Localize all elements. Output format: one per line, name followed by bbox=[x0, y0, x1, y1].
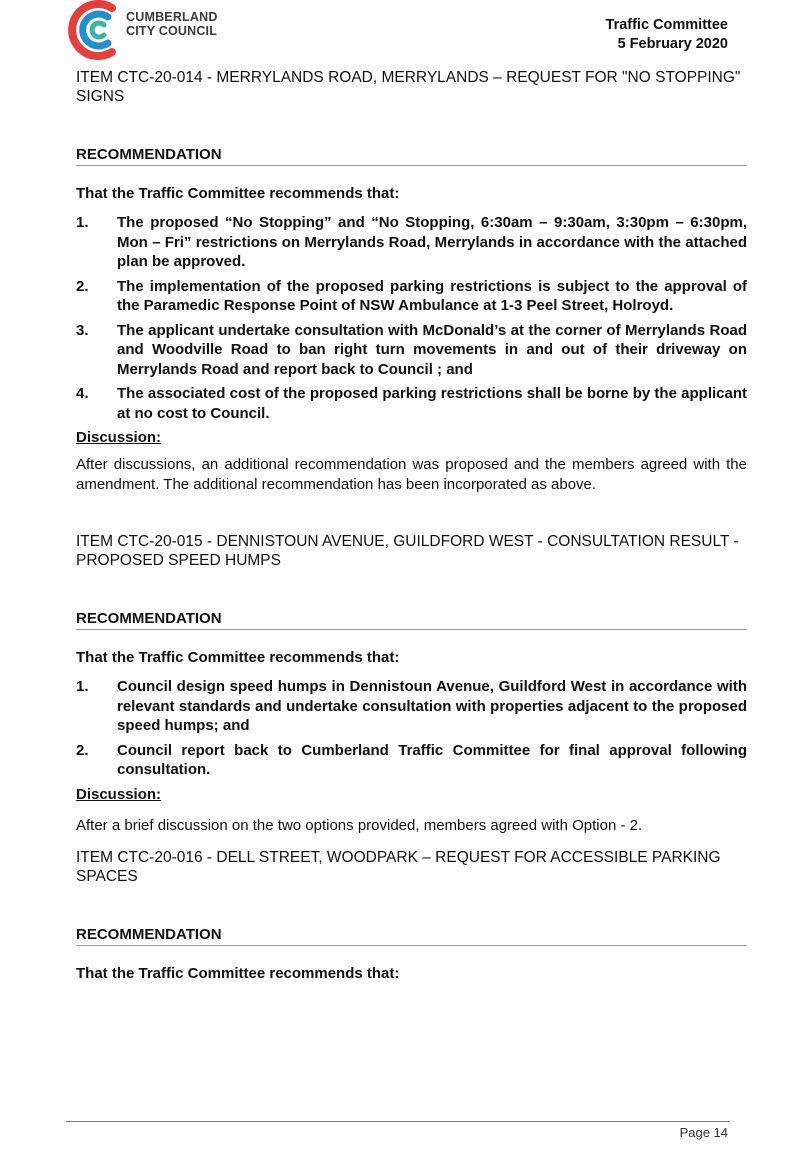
recommendation-item bbox=[76, 384, 747, 423]
recommendation-lead: That the Traffic Committee recommends that: bbox=[76, 185, 400, 202]
recommendation-item bbox=[76, 741, 747, 780]
recommendation-number: 2. bbox=[76, 741, 89, 759]
item-title: ITEM CTC-20-015 - DENNISTOUN AVENUE, GUILDFORD WEST - CONSULTATION RESULT - PROPOSED SPEED HUMPS bbox=[76, 533, 739, 569]
recommendation-text: Council report back to Cumberland Traffic Committee for final approval following consultation. bbox=[117, 741, 747, 778]
recommendation-item bbox=[76, 321, 747, 380]
council-logo-icon bbox=[68, 0, 124, 60]
recommendation-text: The applicant undertake consultation with McDonald’s at the corner of Merrylands Road and Woodville Road to ban right turn movements in and out of their driveway on Merrylands Road and report back to Council ; and bbox=[117, 321, 747, 378]
document-body bbox=[76, 68, 747, 983]
recommendation-number: 1. bbox=[76, 214, 89, 231]
logo-line-2: CITY COUNCIL bbox=[126, 24, 218, 38]
discussion-label: Discussion: bbox=[76, 429, 162, 446]
recommendation-list bbox=[76, 677, 747, 780]
recommendation-text: The associated cost of the proposed parking restrictions shall be borne by the applicant at no cost to Council. bbox=[117, 385, 747, 422]
header-meta bbox=[606, 16, 728, 54]
council-logo bbox=[68, 0, 238, 60]
meeting-date: 5 February 2020 bbox=[617, 36, 728, 52]
recommendation-number: 3. bbox=[76, 321, 89, 339]
recommendation-text: The implementation of the proposed parking restrictions is subject to the approval of the Paramedic Response Point of NSW Ambulance at 1-3 Peel Street, Holroyd. bbox=[117, 277, 747, 314]
logo-line-1: CUMBERLAND bbox=[126, 10, 218, 24]
recommendation-lead: That the Traffic Committee recommends that: bbox=[76, 649, 400, 666]
recommendation-text: Council design speed humps in Dennistoun Avenue, Guildford West in accordance with relevant standards and undertake consultation with properties adjacent to the proposed speed humps; and bbox=[117, 678, 747, 734]
recommendation-item bbox=[76, 213, 747, 272]
recommendation-lead: That the Traffic Committee recommends that: bbox=[76, 965, 400, 982]
recommendation-heading: RECOMMENDATION bbox=[76, 926, 747, 946]
committee-name: Traffic Committee bbox=[605, 17, 728, 33]
recommendation-number: 1. bbox=[76, 678, 89, 695]
item-title: ITEM CTC-20-016 - DELL STREET, WOODPARK – REQUEST FOR ACCESSIBLE PARKING SPACES bbox=[76, 849, 721, 885]
recommendation-item bbox=[76, 677, 747, 736]
discussion-text: After a brief discussion on the two options provided, members agreed with Option - 2. bbox=[76, 816, 643, 834]
recommendation-item bbox=[76, 277, 747, 316]
item-title: ITEM CTC-20-014 - MERRYLANDS ROAD, MERRYLANDS – REQUEST FOR "NO STOPPING" SIGNS bbox=[76, 69, 741, 105]
discussion-text: After discussions, an additional recommendation was proposed and the members agreed with the amendment. The additional recommendation has been incorporated as above. bbox=[76, 456, 747, 493]
recommendation-number: 2. bbox=[76, 277, 89, 295]
recommendation-heading: RECOMMENDATION bbox=[76, 146, 747, 166]
recommendation-list bbox=[76, 213, 747, 423]
footer-divider bbox=[66, 1121, 730, 1122]
recommendation-text: The proposed “No Stopping” and “No Stopping, 6:30am – 9:30am, 3:30pm – 6:30pm, Mon – Fri” restrictions on Merrylands Road, Merrylands in accordance with the attached plan be approved. bbox=[117, 214, 747, 270]
discussion-label: Discussion: bbox=[76, 785, 162, 803]
logo-text bbox=[126, 10, 218, 38]
recommendation-number: 4. bbox=[76, 385, 89, 402]
recommendation-heading: RECOMMENDATION bbox=[76, 610, 747, 630]
page-number: Page 14 bbox=[679, 1125, 728, 1140]
